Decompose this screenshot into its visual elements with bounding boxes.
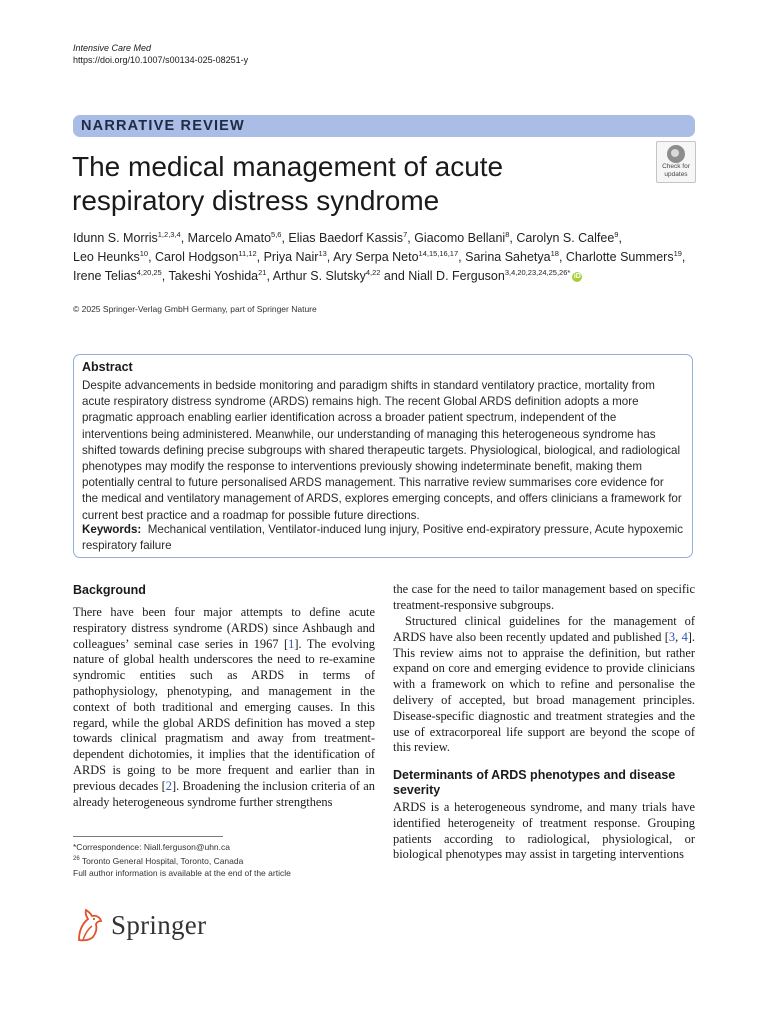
footnotes — [73, 841, 291, 879]
citation-link[interactable]: 1 — [288, 636, 295, 651]
determinants-paragraph: ARDS is a heterogeneous syndrome, and many trials have identified heterogeneity of treatment response. Grouping patients according to radiological, physiological, or biological phenotypes may assist in targeting interventions — [393, 800, 695, 862]
keywords-label: Keywords: — [82, 523, 142, 536]
author: Leo Heunks$^{10}$ — [73, 248, 149, 264]
springer-horse-icon — [73, 907, 105, 943]
author: Sarina Sahetya$^{18}$ — [465, 248, 559, 264]
authors-and: and — [383, 269, 405, 283]
article-type-label: NARRATIVE REVIEW — [81, 118, 245, 134]
author: Elias Baedorf Kassis$^7$ — [288, 229, 408, 245]
publisher-logo — [73, 907, 206, 943]
article-title: The medical management of acute respiratory distress syndrome — [72, 151, 504, 216]
abstract-text: Despite advancements in bedside monitoring and paradigm shifts in standard ventilatory practice, mortality from acute respiratory distress syndrome (ARDS) remains high. The recent Global ARDS definition adopts a more pragmatic approach enabling earlier identification across a broader patient spectrum, independent of the interventions being administered. Meanwhile, our understanding of managing this heterogeneous syndrome has shifted towards defining precise subgroups with shared therapeutic targets. Physiological, biological, and radiological phenotypes may modify the response to interventions previously showing indeterminate benefit, making them potentially central to future personalised ARDS management. This narrative review summarises core evidence for the medical and ventilatory management of ARDS, explores emerging concepts, and offers clinicians a framework for current best practice and a roadmap for possible future directions. — [82, 379, 682, 522]
author-list: Idunn S. Morris$^{1,2,3,4}$, Marcelo Amato$^{5,6}$, Elias Baedorf Kassis$^7$, Giacomo Bellani$^8$, Carolyn S. Calfee$^9$, Leo Heunks$^{10}$, Carol Hodgson$^{11,12}$, Priya Nair$^{13}$, Ary Serpa Neto$^{14,15,16,17}$, Sarina Sahetya$^{18}$, Charlotte Summers$^{19}$, Irene Telias$^{4,20,25}$, Takeshi Yoshida$^{21}$, Arthur S. Slutsky$^{4,22}$ and Niall D. Ferguson$^{3,4,20,23,24,25,26*}$ iD — [73, 229, 686, 283]
citation-link[interactable]: 2 — [165, 778, 172, 793]
keywords — [82, 522, 692, 554]
orcid-icon[interactable]: iD — [573, 272, 581, 280]
footnote-divider — [73, 836, 223, 837]
update-check-icon — [667, 145, 685, 163]
author: Carolyn S. Calfee$^9$ — [516, 229, 619, 245]
keywords-text: Mechanical ventilation, Ventilator-induced lung injury, Positive end-expiratory pressure, Acute hypoxemic respiratory failure — [82, 523, 684, 553]
author: Charlotte Summers$^{19}$ — [565, 248, 682, 264]
abstract-heading: Abstract — [82, 360, 133, 374]
journal-name: Intensive Care Med — [73, 43, 152, 53]
author: Idunn S. Morris$^{1,2,3,4}$ — [73, 229, 181, 245]
correspondence-note: *Correspondence: Niall.ferguson@uhn.ca — [73, 842, 230, 852]
author: Marcelo Amato$^{5,6}$ — [187, 229, 282, 245]
check-updates-line2: updates — [664, 170, 688, 178]
author: Irene Telias$^{4,20,25}$ — [73, 267, 162, 283]
author: Ary Serpa Neto$^{14,15,16,17}$ — [333, 248, 459, 264]
check-updates-line1: Check for — [662, 163, 690, 170]
citation-link[interactable]: 3 — [668, 629, 676, 644]
author: Priya Nair$^{13}$ — [263, 248, 327, 264]
author: Carol Hodgson$^{11,12}$ — [155, 248, 257, 264]
background-paragraph-continued: the case for the need to tailor management based on specific treatment-responsive subgroups. — [393, 582, 695, 612]
full-author-info-note: Full author information is available at the end of the article — [73, 867, 291, 878]
check-for-updates-badge[interactable] — [656, 141, 696, 183]
determinants-heading: Determinants of ARDS phenotypes and disease severity — [393, 768, 676, 797]
author: Niall D. Ferguson$^{3,4,20,23,24,25,26*}$ — [408, 267, 571, 283]
citation-link[interactable]: 4 — [681, 629, 688, 644]
guidelines-paragraph: Structured clinical guidelines for the management of ARDS have also been recently updated and published [3, 4]. This review aims not to appraise the definition, but rather expand on core and emerging evidence to provide clinicians with a framework on which to refine and personalise the delivery of accepted, but broad management principles. Disease-specific diagnostic and treatment strategies and the use of extracorporeal life support are beyond the scope of this review. — [393, 614, 695, 755]
author: Takeshi Yoshida$^{21}$ — [168, 267, 267, 283]
author: Arthur S. Slutsky$^{4,22}$ — [272, 267, 381, 283]
doi-link[interactable]: https://doi.org/10.1007/s00134-025-08251-y — [73, 55, 249, 65]
author: Giacomo Bellani$^8$ — [414, 229, 510, 245]
background-paragraph: There have been four major attempts to define acute respiratory distress syndrome (ARDS) since Ashbaugh and colleagues’ seminal case series in 1967 [1]. The evolving nature of global health underscores the need to re-examine syndromic entities such as ARDS in terms of pathophysiology, phenotyping, and management in the context of both traditional and emerging causes. In this regard, while the global ARDS definition has moved a step towards clinical pragmatism and away from treatment-dependent dichotomies, it implies that the identification of ARDS is going to be more frequent and earlier than in previous decades [2]. Broadening the inclusion criteria of an already heterogeneous syndrome further strengthens — [73, 605, 375, 809]
publisher-name: Springer — [111, 909, 207, 940]
background-heading: Background — [73, 583, 146, 597]
copyright-notice: © 2025 Springer-Verlag GmbH Germany, part of Springer Nature — [73, 304, 317, 314]
affiliation-note: $^{26}$ Toronto General Hospital, Toronto, Canada — [73, 855, 244, 866]
